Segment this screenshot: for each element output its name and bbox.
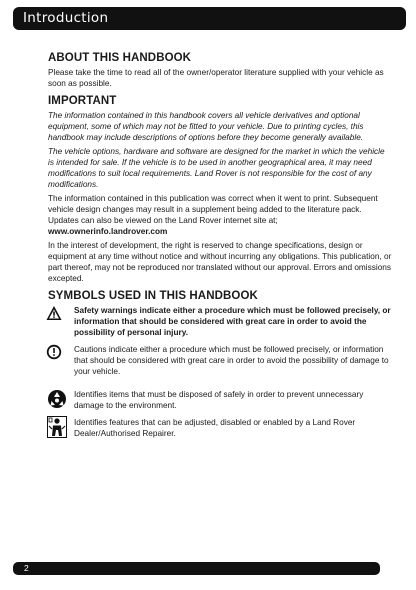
important-para-1: The information contained in this handbook covers all vehicle derivatives and optional equipment, some of which may not be fitted to your vehicle. Due to printing cycles, this handbook may include descriptions of options before they become generally available. bbox=[48, 111, 364, 142]
important-section bbox=[48, 95, 392, 284]
about-heading: ABOUT THIS HANDBOOK bbox=[48, 52, 192, 64]
symbol-row-dealer bbox=[48, 417, 392, 439]
dealer-description: Identifies features that can be adjusted, disabled or enabled by a Land Rover Dealer/Authorised Repairer. bbox=[74, 418, 356, 438]
website-link[interactable]: www.ownerinfo.landrover.com bbox=[48, 227, 168, 236]
dealer-technician-icon bbox=[47, 416, 67, 438]
warning-description: Safety warnings indicate either a procedure which must be followed precisely, or information that should be considered with great care in order to avoid the possibility of personal injury. bbox=[74, 306, 391, 337]
important-para-3-text: The information contained in this publication was correct when it went to print. Subsequent vehicle design changes may result in a supplement being added to the literature pack. Updates can also be viewed on the Land Rover internet site at; bbox=[48, 194, 378, 225]
important-heading: IMPORTANT bbox=[48, 95, 117, 107]
page-title: Introduction bbox=[23, 10, 109, 26]
recycle-description: Identifies items that must be disposed of safely in order to prevent unnecessary damage to the environment. bbox=[74, 390, 364, 410]
page-number: 2 bbox=[24, 563, 29, 573]
footer-bar bbox=[13, 562, 380, 575]
important-para-3 bbox=[48, 193, 392, 237]
caution-circle-icon bbox=[46, 344, 62, 360]
symbol-row-warning bbox=[48, 305, 392, 338]
important-para-2: The vehicle options, hardware and software are designed for the market in which the vehicle is intended for sale. If the vehicle is to be used in another geographical area, it may need modifications to suit local requirements. Land Rover is not responsible for the cost of any modifications. bbox=[48, 147, 385, 189]
important-para-4: In the interest of development, the right is reserved to change specifications, design or equipment at any time without notice and without incurring any obligations. This publication, or part thereof, may not be reproduced nor translated without our approval. Errors and omissions excepted. bbox=[48, 241, 392, 283]
symbol-row-caution bbox=[48, 344, 392, 377]
symbol-row-recycle bbox=[48, 389, 392, 411]
about-section bbox=[48, 52, 392, 89]
symbols-heading: SYMBOLS USED IN THIS HANDBOOK bbox=[48, 290, 258, 302]
symbols-section bbox=[48, 290, 392, 439]
main-content bbox=[48, 52, 392, 445]
about-body: Please take the time to read all of the owner/operator literature supplied with your vehicle as soon as possible. bbox=[48, 68, 384, 88]
header-bar bbox=[13, 7, 406, 30]
caution-description: Cautions indicate either a procedure which must be followed precisely, or information that should be considered with great care in order to avoid the possibility of damage to your vehicle. bbox=[74, 345, 389, 376]
warning-triangle-icon bbox=[46, 305, 62, 321]
recycle-disposal-icon bbox=[47, 388, 67, 410]
